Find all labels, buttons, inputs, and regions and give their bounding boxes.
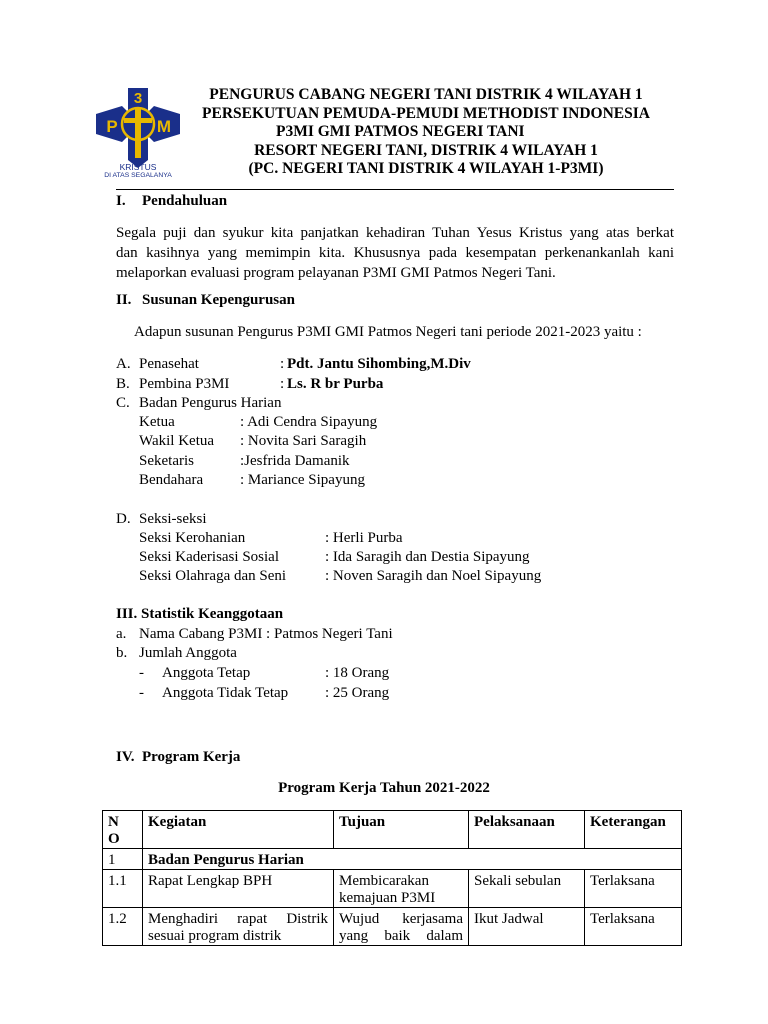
section-1-paragraph: [116, 223, 674, 283]
p3mi-emblem-icon: [94, 86, 182, 178]
seksi-role: Seksi Kaderisasi Sosial: [139, 549, 279, 565]
table-row: [103, 870, 682, 908]
pembina-name: Ls. R br Purba: [287, 376, 384, 392]
bph-item: [139, 471, 365, 491]
bph-value: :Jesfrida Damanik: [240, 453, 350, 469]
paragraph-line: melaporkan evaluasi program pelayanan P3MI GMI Patmos Negeri Tani.: [116, 265, 556, 281]
section-2-number: II.: [116, 292, 132, 308]
letterhead-line-3: P3MI GMI PATMOS NEGERI TANI: [276, 123, 525, 140]
seksi-item: [139, 529, 403, 549]
bph-role: Ketua: [139, 414, 175, 430]
letterhead-divider: [116, 189, 674, 190]
logo-letter-m: M: [156, 117, 172, 136]
header-kegiatan: Kegiatan: [143, 811, 334, 849]
cell-group-title: Badan Pengurus Harian: [143, 849, 682, 870]
bph-role: Bendahara: [139, 472, 204, 488]
cell-no: 1.1: [103, 870, 143, 908]
dash: -: [139, 685, 144, 701]
table-row: [103, 908, 682, 946]
list-letter: C.: [116, 395, 130, 411]
seksi-value: : Ida Saragih dan Destia Sipayung: [325, 549, 530, 565]
cell-pelaksanaan: Sekali sebulan: [469, 870, 585, 908]
cell-keterangan: Terlaksana: [585, 870, 682, 908]
header-no-line: N: [108, 814, 119, 830]
cell-pelaksanaan: Ikut Jadwal: [469, 908, 585, 946]
cell-line: Wujud kerjasama: [339, 911, 463, 927]
member-label: Anggota Tidak Tetap: [162, 685, 289, 701]
bph-value: : Novita Sari Saragih: [240, 433, 367, 449]
stat-item-a: [116, 625, 393, 645]
cell-no: 1.2: [103, 908, 143, 946]
letterhead-line-4: RESORT NEGERI TANI, DISTRIK 4 WILAYAH 1: [254, 141, 598, 159]
list-label: Penasehat: [139, 356, 199, 372]
letterhead: [186, 86, 666, 179]
list-letter: D.: [116, 511, 131, 527]
header-pelaksanaan: Pelaksanaan: [469, 811, 585, 849]
cell-kegiatan: Rapat Lengkap BPH: [143, 870, 334, 908]
cell-tujuan: [334, 870, 469, 908]
p3mi-logo: [94, 86, 182, 178]
seksi-item: [139, 567, 542, 587]
list-item-a: [116, 355, 471, 375]
cell-line: sesuai program distrik: [148, 928, 282, 944]
cell-line: kemajuan P3MI: [339, 890, 436, 906]
logo-letter-p: P: [106, 117, 118, 136]
table-header-row: [103, 811, 682, 849]
list-separator: :: [280, 356, 285, 372]
logo-number: 3: [133, 90, 143, 107]
cell-line: yang baik dalam: [339, 928, 463, 944]
cell-keterangan: Terlaksana: [585, 908, 682, 946]
member-label: Anggota Tetap: [162, 665, 251, 681]
list-label: Pembina P3MI: [139, 376, 230, 392]
header-tujuan: Tujuan: [334, 811, 469, 849]
bph-value: : Mariance Sipayung: [240, 472, 365, 488]
section-2-title: Susunan Kepengurusan: [142, 292, 295, 308]
letterhead-line-2: PERSEKUTUAN PEMUDA-PEMUDI METHODIST INDONESIA: [202, 104, 650, 122]
logo-motto-bottom: DI ATAS SEGALANYA: [104, 172, 172, 178]
list-label: Badan Pengurus Harian: [139, 395, 282, 411]
member-count-item: [139, 664, 390, 684]
header-no: [103, 811, 143, 849]
logo-letter-i: I: [136, 146, 140, 161]
cell-no: 1: [103, 849, 143, 870]
bph-role: Seketaris: [139, 453, 194, 469]
stat-item-b: [116, 644, 237, 664]
cell-tujuan: [334, 908, 469, 946]
bph-role: Wakil Ketua: [139, 433, 215, 449]
section-1-title: Pendahuluan: [142, 193, 228, 209]
bph-item: [139, 432, 367, 452]
section-3-title: III. Statistik Keanggotaan: [116, 606, 284, 622]
stat-text: Jumlah Anggota: [139, 645, 237, 661]
list-separator: :: [280, 376, 285, 392]
section-2-intro: Adapun susunan Pengurus P3MI GMI Patmos Negeri tani periode 2021-2023 yaitu :: [134, 324, 642, 340]
letterhead-line-5: (PC. NEGERI TANI DISTRIK 4 WILAYAH 1-P3MI): [248, 160, 604, 177]
cell-kegiatan: [143, 908, 334, 946]
seksi-value: : Herli Purba: [325, 530, 403, 546]
section-1-number: I.: [116, 193, 126, 209]
member-value: : 18 Orang: [325, 665, 390, 681]
bph-item: [139, 452, 350, 472]
cell-line: Membicarakan: [339, 873, 429, 889]
table-title: Program Kerja Tahun 2021-2022: [278, 780, 490, 796]
list-letter: A.: [116, 356, 131, 372]
list-letter: B.: [116, 376, 130, 392]
program-kerja-table: [102, 810, 682, 946]
list-item-b: [116, 375, 384, 395]
member-count-item: [139, 684, 390, 704]
list-letter: b.: [116, 645, 128, 661]
cell-line: Menghadiri rapat Distrik: [148, 911, 328, 927]
section-4-number: IV.: [116, 749, 135, 765]
header-no-line: O: [108, 831, 120, 847]
list-letter: a.: [116, 626, 127, 642]
bph-item: [139, 413, 378, 433]
seksi-item: [139, 548, 530, 568]
seksi-value: : Noven Saragih dan Noel Sipayung: [325, 568, 542, 584]
seksi-role: Seksi Kerohanian: [139, 530, 246, 546]
penasehat-name: Pdt. Jantu Sihombing,M.Div: [287, 356, 471, 372]
letterhead-line-1: PENGURUS CABANG NEGERI TANI DISTRIK 4 WILAYAH 1: [209, 86, 643, 103]
list-label: Seksi-seksi: [139, 511, 207, 527]
paragraph-line: Segala puji dan syukur kita panjatkan kehadiran Tuhan Yesus Kristus yang atas berkat: [116, 225, 674, 241]
member-value: : 25 Orang: [325, 685, 390, 701]
logo-motto-top: KRISTUS: [119, 162, 157, 172]
list-item-c: [116, 394, 282, 414]
list-item-d: [116, 510, 207, 530]
table-row: [103, 849, 682, 870]
seksi-role: Seksi Olahraga dan Seni: [139, 568, 287, 584]
paragraph-line: dan kasihnya yang memimpin kita. Khususnya pada kesempatan perkenankanlah kani: [116, 245, 674, 261]
bph-value: : Adi Cendra Sipayung: [240, 414, 378, 430]
section-4-title: Program Kerja: [142, 749, 241, 765]
header-keterangan: Keterangan: [585, 811, 682, 849]
dash: -: [139, 665, 144, 681]
stat-text: Nama Cabang P3MI : Patmos Negeri Tani: [139, 626, 393, 642]
